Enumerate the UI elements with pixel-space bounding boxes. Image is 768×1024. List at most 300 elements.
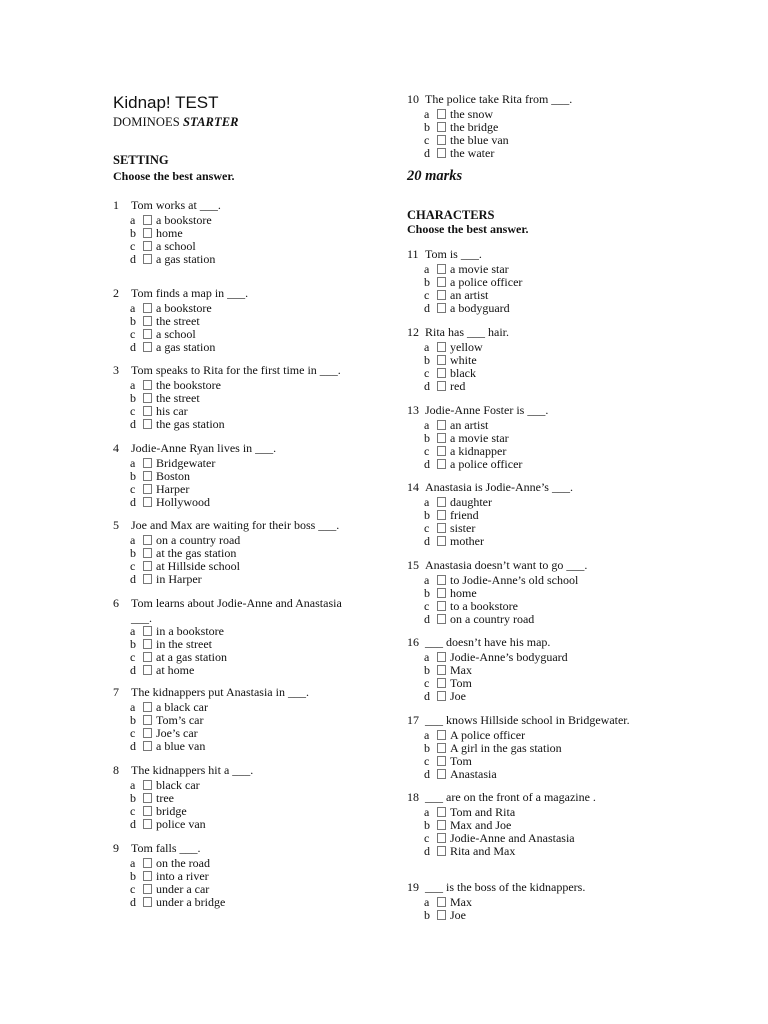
checkbox-icon[interactable] xyxy=(143,574,152,584)
option-text: the bookstore xyxy=(156,378,221,392)
option-letter: b xyxy=(130,226,136,240)
option-letter: d xyxy=(424,379,430,393)
option-text: into a river xyxy=(156,869,209,883)
option-letter: b xyxy=(424,353,430,367)
option-text: a school xyxy=(156,327,196,341)
checkbox-icon[interactable] xyxy=(437,601,446,611)
question-text: Tom finds a map in ___. xyxy=(131,286,249,300)
option-text: Tom xyxy=(450,754,472,768)
checkbox-icon[interactable] xyxy=(143,228,152,238)
question-7 xyxy=(113,686,309,699)
option-text: a gas station xyxy=(156,340,216,354)
checkbox-icon[interactable] xyxy=(143,380,152,390)
question-12 xyxy=(407,326,509,339)
option-text: Tom xyxy=(450,676,472,690)
option-text: Joe xyxy=(450,908,466,922)
checkbox-icon[interactable] xyxy=(437,368,446,378)
option-letter: a xyxy=(130,624,136,638)
checkbox-icon[interactable] xyxy=(437,614,446,624)
checkbox-icon[interactable] xyxy=(143,458,152,468)
option-text: at a gas station xyxy=(156,650,227,664)
option-letter: c xyxy=(130,882,136,896)
option-letter: c xyxy=(130,482,136,496)
option-letter: d xyxy=(130,739,136,753)
checkbox-icon[interactable] xyxy=(437,665,446,675)
option-text: the blue van xyxy=(450,133,509,147)
checkbox-icon[interactable] xyxy=(437,264,446,274)
option-text: A police officer xyxy=(450,728,526,742)
option-letter: c xyxy=(130,404,136,418)
option-text: at the gas station xyxy=(156,546,237,560)
checkbox-icon[interactable] xyxy=(143,342,152,352)
checkbox-icon[interactable] xyxy=(437,730,446,740)
option-letter: d xyxy=(130,663,136,677)
checkbox-icon[interactable] xyxy=(143,241,152,251)
checkbox-icon[interactable] xyxy=(437,820,446,830)
question-text: Joe and Max are waiting for their boss ___. xyxy=(131,518,340,532)
option-text: Joe’s car xyxy=(156,726,198,740)
checkbox-icon[interactable] xyxy=(437,135,446,145)
answer-option[interactable] xyxy=(424,302,510,315)
option-letter: c xyxy=(424,444,430,458)
checkbox-icon[interactable] xyxy=(437,807,446,817)
option-letter: b xyxy=(424,586,430,600)
checkbox-icon[interactable] xyxy=(437,148,446,158)
option-text: under a car xyxy=(156,882,210,896)
option-text: the snow xyxy=(450,107,493,121)
question-text: Jodie-Anne Foster is ___. xyxy=(425,403,549,417)
option-text: the water xyxy=(450,146,495,160)
option-letter: a xyxy=(424,107,430,121)
option-letter: a xyxy=(130,213,136,227)
option-text: a gas station xyxy=(156,252,216,266)
option-text: a police officer xyxy=(450,457,523,471)
question-number: 9 xyxy=(113,841,119,855)
option-text: Tom’s car xyxy=(156,713,204,727)
checkbox-icon[interactable] xyxy=(143,316,152,326)
option-text: Jodie-Anne’s bodyguard xyxy=(450,650,568,664)
question-1 xyxy=(113,199,221,212)
option-letter: a xyxy=(424,418,430,432)
option-letter: c xyxy=(130,650,136,664)
instruction-setting: Choose the best answer. xyxy=(113,169,235,183)
option-text: to a bookstore xyxy=(450,599,518,613)
checkbox-icon[interactable] xyxy=(437,743,446,753)
option-text: Max xyxy=(450,663,472,677)
option-text: at home xyxy=(156,663,195,677)
option-text: home xyxy=(450,586,477,600)
option-letter: a xyxy=(424,262,430,276)
option-text: police van xyxy=(156,817,206,831)
option-letter: a xyxy=(130,456,136,470)
checkbox-icon[interactable] xyxy=(143,626,152,636)
checkbox-icon[interactable] xyxy=(143,884,152,894)
checkbox-icon[interactable] xyxy=(143,393,152,403)
option-letter: b xyxy=(424,120,430,134)
question-number: 6 xyxy=(113,596,119,610)
checkbox-icon[interactable] xyxy=(437,575,446,585)
checkbox-icon[interactable] xyxy=(143,715,152,725)
option-letter: a xyxy=(130,301,136,315)
question-number: 2 xyxy=(113,286,119,300)
option-text: to Jodie-Anne’s old school xyxy=(450,573,579,587)
option-text: on a country road xyxy=(156,533,241,547)
checkbox-icon[interactable] xyxy=(437,446,446,456)
option-letter: a xyxy=(130,778,136,792)
option-text: his car xyxy=(156,404,188,418)
option-letter: c xyxy=(424,288,430,302)
option-letter: b xyxy=(130,869,136,883)
page-title: Kidnap! TEST xyxy=(113,93,219,112)
option-letter: d xyxy=(424,146,430,160)
option-letter: a xyxy=(130,378,136,392)
question-14 xyxy=(407,481,573,494)
question-number: 8 xyxy=(113,763,119,777)
question-text: Tom speaks to Rita for the first time in ___. xyxy=(131,363,341,377)
checkbox-icon[interactable] xyxy=(143,871,152,881)
question-text: ___ are on the front of a magazine . xyxy=(425,790,596,804)
answer-option[interactable] xyxy=(424,613,534,626)
option-letter: d xyxy=(424,301,430,315)
checkbox-icon[interactable] xyxy=(437,122,446,132)
option-text: black xyxy=(450,366,476,380)
checkbox-icon[interactable] xyxy=(437,420,446,430)
answer-option[interactable] xyxy=(424,574,578,587)
option-letter: a xyxy=(130,856,136,870)
checkbox-icon[interactable] xyxy=(437,290,446,300)
option-letter: a xyxy=(424,805,430,819)
checkbox-icon[interactable] xyxy=(437,678,446,688)
option-text: a bookstore xyxy=(156,213,212,227)
option-text: bridge xyxy=(156,804,187,818)
option-letter: c xyxy=(130,559,136,573)
question-13 xyxy=(407,404,548,417)
option-letter: b xyxy=(130,391,136,405)
option-text: Harper xyxy=(156,482,190,496)
checkbox-icon[interactable] xyxy=(143,665,152,675)
question-17 xyxy=(407,714,630,727)
question-6 xyxy=(113,597,342,610)
option-text: Boston xyxy=(156,469,191,483)
checkbox-icon[interactable] xyxy=(143,329,152,339)
question-text: Tom is ___. xyxy=(425,247,482,261)
checkbox-icon[interactable] xyxy=(143,419,152,429)
question-number: 18 xyxy=(407,790,419,804)
option-letter: a xyxy=(424,573,430,587)
checkbox-icon[interactable] xyxy=(143,471,152,481)
option-text: home xyxy=(156,226,183,240)
question-number: 14 xyxy=(407,480,419,494)
question-10 xyxy=(407,93,572,106)
option-text: the street xyxy=(156,314,200,328)
option-letter: d xyxy=(424,844,430,858)
option-text: a kidnapper xyxy=(450,444,507,458)
answer-option[interactable] xyxy=(424,768,497,781)
question-19 xyxy=(407,881,585,894)
checkbox-icon[interactable] xyxy=(143,702,152,712)
option-letter: b xyxy=(424,508,430,522)
answer-option[interactable] xyxy=(424,651,568,664)
option-letter: d xyxy=(130,572,136,586)
checkbox-icon[interactable] xyxy=(143,780,152,790)
option-text: Bridgewater xyxy=(156,456,216,470)
option-text: Jodie-Anne and Anastasia xyxy=(450,831,575,845)
question-8 xyxy=(113,764,253,777)
option-text: an artist xyxy=(450,418,489,432)
checkbox-icon[interactable] xyxy=(143,497,152,507)
question-number: 17 xyxy=(407,713,419,727)
option-letter: d xyxy=(130,340,136,354)
checkbox-icon[interactable] xyxy=(143,303,152,313)
checkbox-icon[interactable] xyxy=(143,639,152,649)
question-text: ___ knows Hillside school in Bridgewater. xyxy=(425,713,630,727)
question-number: 15 xyxy=(407,558,419,572)
checkbox-icon[interactable] xyxy=(437,691,446,701)
checkbox-icon[interactable] xyxy=(143,652,152,662)
answer-option[interactable] xyxy=(424,909,466,922)
option-letter: c xyxy=(130,804,136,818)
answer-option[interactable] xyxy=(424,458,522,471)
option-letter: a xyxy=(130,533,136,547)
question-number: 1 xyxy=(113,198,119,212)
checkbox-icon[interactable] xyxy=(143,728,152,738)
question-2 xyxy=(113,287,248,300)
checkbox-icon[interactable] xyxy=(437,355,446,365)
answer-option[interactable] xyxy=(424,845,515,858)
option-letter: a xyxy=(424,495,430,509)
option-text: tree xyxy=(156,791,174,805)
answer-option[interactable] xyxy=(130,818,206,831)
checkbox-icon[interactable] xyxy=(143,406,152,416)
checkbox-icon[interactable] xyxy=(437,109,446,119)
option-text: a police officer xyxy=(450,275,523,289)
option-letter: b xyxy=(130,314,136,328)
answer-option[interactable] xyxy=(424,690,466,703)
checkbox-icon[interactable] xyxy=(437,433,446,443)
option-letter: c xyxy=(130,327,136,341)
answer-option[interactable] xyxy=(130,496,210,509)
option-text: mother xyxy=(450,534,484,548)
question-number: 19 xyxy=(407,880,419,894)
question-text: ___ is the boss of the kidnappers. xyxy=(425,880,586,894)
option-letter: d xyxy=(424,457,430,471)
answer-option[interactable] xyxy=(424,535,484,548)
checkbox-icon[interactable] xyxy=(437,833,446,843)
section-heading-characters: CHARACTERS xyxy=(407,208,495,222)
option-text: a movie star xyxy=(450,431,509,445)
option-letter: d xyxy=(424,612,430,626)
checkbox-icon[interactable] xyxy=(143,254,152,264)
option-text: sister xyxy=(450,521,476,535)
option-text: in the street xyxy=(156,637,212,651)
answer-option[interactable] xyxy=(130,896,225,909)
option-letter: d xyxy=(130,895,136,909)
question-number: 11 xyxy=(407,247,419,261)
question-3 xyxy=(113,364,341,377)
option-letter: d xyxy=(424,767,430,781)
option-letter: b xyxy=(130,791,136,805)
checkbox-icon[interactable] xyxy=(143,741,152,751)
option-letter: c xyxy=(424,831,430,845)
checkbox-icon[interactable] xyxy=(437,588,446,598)
option-text: daughter xyxy=(450,495,492,509)
checkbox-icon[interactable] xyxy=(143,819,152,829)
checkbox-icon[interactable] xyxy=(437,303,446,313)
answer-option[interactable] xyxy=(130,664,194,677)
question-text: Jodie-Anne Ryan lives in ___. xyxy=(131,441,277,455)
checkbox-icon[interactable] xyxy=(143,858,152,868)
checkbox-icon[interactable] xyxy=(143,548,152,558)
question-16 xyxy=(407,636,550,649)
option-letter: c xyxy=(424,754,430,768)
series-subtitle xyxy=(113,115,239,130)
question-text: Anastasia doesn’t want to go ___. xyxy=(425,558,588,572)
checkbox-icon[interactable] xyxy=(437,769,446,779)
option-text: a bookstore xyxy=(156,301,212,315)
instruction-characters: Choose the best answer. xyxy=(407,222,529,236)
option-letter: b xyxy=(130,546,136,560)
checkbox-icon[interactable] xyxy=(437,497,446,507)
question-4 xyxy=(113,442,276,455)
question-15 xyxy=(407,559,587,572)
question-5 xyxy=(113,519,339,532)
option-letter: b xyxy=(130,713,136,727)
answer-option[interactable] xyxy=(130,418,225,431)
checkbox-icon[interactable] xyxy=(143,535,152,545)
question-number: 3 xyxy=(113,363,119,377)
question-text: Tom falls ___. xyxy=(131,841,201,855)
checkbox-icon[interactable] xyxy=(143,806,152,816)
question-number: 10 xyxy=(407,92,419,106)
answer-option[interactable] xyxy=(424,742,562,755)
option-letter: a xyxy=(130,700,136,714)
option-text: Joe xyxy=(450,689,466,703)
question-9 xyxy=(113,842,201,855)
option-letter: c xyxy=(130,239,136,253)
question-number: 13 xyxy=(407,403,419,417)
checkbox-icon[interactable] xyxy=(143,897,152,907)
option-letter: c xyxy=(424,676,430,690)
question-text: ___ doesn’t have his map. xyxy=(425,635,551,649)
option-letter: c xyxy=(424,366,430,380)
question-number: 7 xyxy=(113,685,119,699)
option-text: a blue van xyxy=(156,739,206,753)
option-letter: d xyxy=(130,495,136,509)
option-letter: a xyxy=(424,650,430,664)
answer-option[interactable] xyxy=(424,147,494,160)
option-text: on the road xyxy=(156,856,210,870)
question-18 xyxy=(407,791,596,804)
checkbox-icon[interactable] xyxy=(437,536,446,546)
option-letter: a xyxy=(424,340,430,354)
option-letter: b xyxy=(424,431,430,445)
question-number: 4 xyxy=(113,441,119,455)
option-text: the gas station xyxy=(156,417,225,431)
option-text: a movie star xyxy=(450,262,509,276)
checkbox-icon[interactable] xyxy=(437,846,446,856)
checkbox-icon[interactable] xyxy=(437,459,446,469)
option-text: Tom and Rita xyxy=(450,805,516,819)
checkbox-icon[interactable] xyxy=(143,215,152,225)
option-letter: a xyxy=(424,728,430,742)
checkbox-icon[interactable] xyxy=(143,561,152,571)
checkbox-icon[interactable] xyxy=(437,342,446,352)
option-text: a black car xyxy=(156,700,208,714)
question-11 xyxy=(407,248,482,261)
option-letter: d xyxy=(424,534,430,548)
answer-option[interactable] xyxy=(130,253,215,266)
option-text: Rita and Max xyxy=(450,844,516,858)
checkbox-icon[interactable] xyxy=(437,652,446,662)
question-number: 5 xyxy=(113,518,119,532)
option-letter: b xyxy=(424,908,430,922)
option-text: under a bridge xyxy=(156,895,226,909)
question-text: The kidnappers put Anastasia in ___. xyxy=(131,685,309,699)
option-text: black car xyxy=(156,778,200,792)
option-letter: a xyxy=(424,895,430,909)
question-text: Tom works at ___. xyxy=(131,198,221,212)
option-letter: b xyxy=(424,741,430,755)
option-letter: b xyxy=(130,637,136,651)
question-number: 12 xyxy=(407,325,419,339)
checkbox-icon[interactable] xyxy=(437,277,446,287)
option-letter: d xyxy=(130,417,136,431)
question-text: Rita has ___ hair. xyxy=(425,325,509,339)
option-letter: c xyxy=(424,133,430,147)
option-text: the street xyxy=(156,391,200,405)
option-text: the bridge xyxy=(450,120,499,134)
option-text: at Hillside school xyxy=(156,559,240,573)
answer-option[interactable] xyxy=(424,380,465,393)
answer-option[interactable] xyxy=(130,341,215,354)
subtitle-prefix: DOMINOES xyxy=(113,115,183,129)
option-text: Hollywood xyxy=(156,495,210,509)
option-text: a school xyxy=(156,239,196,253)
checkbox-icon[interactable] xyxy=(437,910,446,920)
option-text: in a bookstore xyxy=(156,624,224,638)
checkbox-icon[interactable] xyxy=(437,510,446,520)
option-text: A girl in the gas station xyxy=(450,741,562,755)
option-letter: b xyxy=(424,275,430,289)
question-text: Anastasia is Jodie-Anne’s ___. xyxy=(425,480,573,494)
checkbox-icon[interactable] xyxy=(143,793,152,803)
checkbox-icon[interactable] xyxy=(437,756,446,766)
option-letter: c xyxy=(424,599,430,613)
option-letter: d xyxy=(424,689,430,703)
answer-option[interactable] xyxy=(130,740,205,753)
option-letter: d xyxy=(130,252,136,266)
option-text: Anastasia xyxy=(450,767,497,781)
option-text: Max xyxy=(450,895,472,909)
question-text: Tom learns about Jodie-Anne and Anastasia xyxy=(131,596,342,610)
option-letter: c xyxy=(130,726,136,740)
question-text: The kidnappers hit a ___. xyxy=(131,763,254,777)
answer-option[interactable] xyxy=(130,573,202,586)
option-text: in Harper xyxy=(156,572,202,586)
option-text: on a country road xyxy=(450,612,535,626)
section-heading-setting: SETTING xyxy=(113,153,169,167)
option-text: an artist xyxy=(450,288,489,302)
question-number: 16 xyxy=(407,635,419,649)
option-text: friend xyxy=(450,508,479,522)
checkbox-icon[interactable] xyxy=(437,523,446,533)
option-text: yellow xyxy=(450,340,483,354)
checkbox-icon[interactable] xyxy=(437,897,446,907)
subtitle-level: STARTER xyxy=(183,115,239,129)
checkbox-icon[interactable] xyxy=(437,381,446,391)
checkbox-icon[interactable] xyxy=(143,484,152,494)
marks-label: 20 marks xyxy=(407,168,463,184)
